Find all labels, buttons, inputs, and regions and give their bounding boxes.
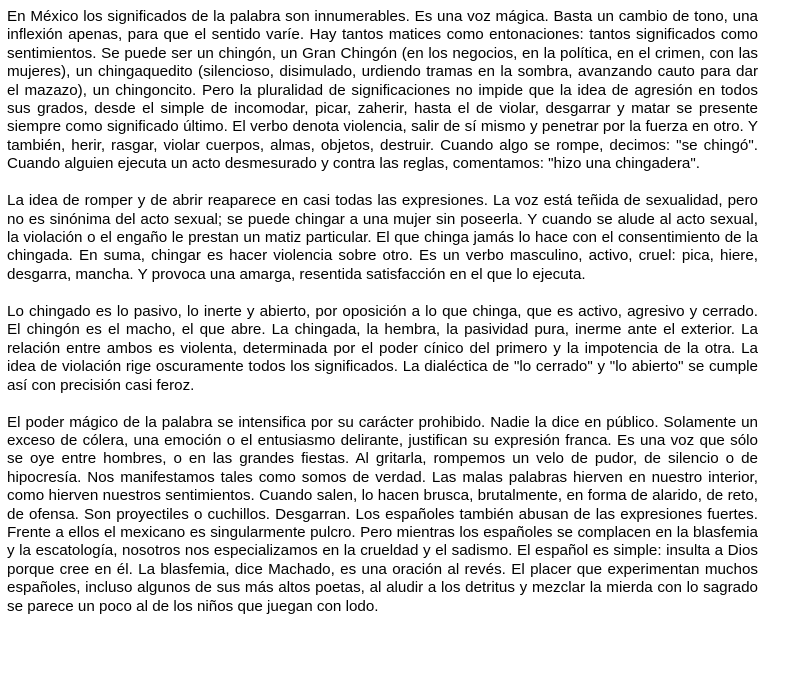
paragraph-4: El poder mágico de la palabra se intensifica por su carácter prohibido. Nadie la dice en público. Solamente un exceso de cólera, una emoción o el entusiasmo delirante, justifican su expresión franca. Es una voz que sólo se oye entre hombres, o en las grandes fiestas. Al gritarla, rompemos un velo de pudor, de silencio o de hipocresía. Nos manifestamos tales como somos de verdad. Las malas palabras hierven en nuestro interior, como hierven nuestros sentimientos. Cuando salen, lo hacen brusca, brutalmente, en forma de alarido, de reto, de ofensa. Son proyectiles o cuchillos. Desgarran. Los españoles también abusan de las expresiones fuertes. Frente a ellos el mexicano es singularmente pulcro. Pero mientras los españoles se complacen en la blasfemia y la escatología, nosotros nos especializamos en la crueldad y el sadismo. El español es simple: insulta a Dios porque cree en él. La blasfemia, dice Machado, es una oración al revés. El placer que experimentan muchos españoles, incluso algunos de sus más altos poetas, al aludir a los detritus y mezclar la mierda con lo sagrado se parece un poco al de los niños que juegan con lodo. [7,413,758,615]
paragraph-2: La idea de romper y de abrir reaparece en casi todas las expresiones. La voz está teñida de sexualidad, pero no es sinónima del acto sexual; se puede chingar a una mujer sin poseerla. Y cuando se alude al acto sexual, la violación o el engaño le prestan un matiz particular. El que chinga jamás lo hace con el consentimiento de la chingada. En suma, chingar es hacer violencia sobre otro. Es un verbo masculino, activo, cruel: pica, hiere, desgarra, mancha. Y provoca una amarga, resentida satisfacción en el que lo ejecuta. [7,192,758,283]
paragraph-1: En México los significados de la palabra son innumerables. Es una voz mágica. Basta un cambio de tono, una inflexión apenas, para que el sentido varíe. Hay tantos matices como entonaciones: tantos significados como sentimientos. Se puede ser un chingón, un Gran Chingón (en los negocios, en la política, en el crimen, con las mujeres), un chingaquedito (silencioso, disimulado, urdiendo tramas en la sombra, avanzando cauto para dar el mazazo), un chingoncito. Pero la pluralidad de significaciones no impide que la idea de agresión en todos sus grados, desde el simple de incomodar, picar, zaherir, hasta el de violar, desgarrar y matar se presente siempre como significado último. El verbo denota violencia, salir de sí mismo y penetrar por la fuerza en otro. Y también, herir, rasgar, violar cuerpos, almas, objetos, destruir. Cuando algo se rompe, decimos: "se chingó". Cuando alguien ejecuta un acto desmesurado y contra las reglas, comentamos: "hizo una chingadera". [7,8,758,173]
paragraph-3: Lo chingado es lo pasivo, lo inerte y abierto, por oposición a lo que chinga, que es activo, agresivo y cerrado. El chingón es el macho, el que abre. La chingada, la hembra, la pasividad pura, inerme ante el exterior. La relación entre ambos es violenta, determinada por el poder cínico del primero y la impotencia de la otra. La idea de violación rige oscuramente todos los significados. La dialéctica de "lo cerrado" y "lo abierto" se cumple así con precisión casi feroz. [7,302,758,394]
